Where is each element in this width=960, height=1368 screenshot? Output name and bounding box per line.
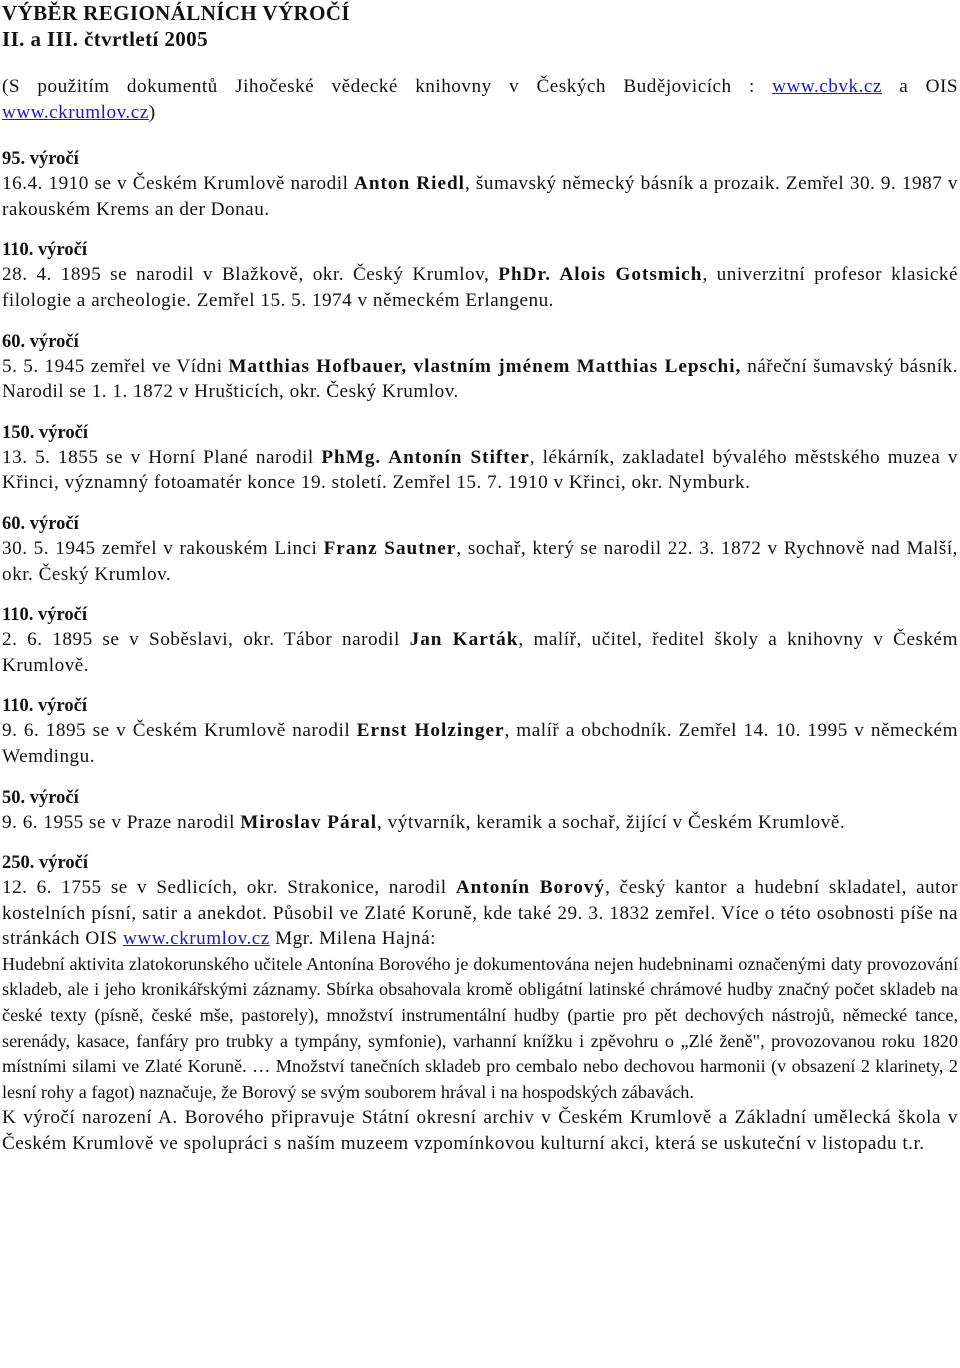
anniversary-entry: [2, 603, 958, 678]
entry-text: 12. 6. 1755 se v Sedlicích, okr. Strakonice, narodil Antonín Borový, český kantor a hudební skladatel, autor kostelních písní, satir a anekdot. Působil ve Zlaté Koruně, kde také 29. 3. 1832 zemřel. Více o této osobnosti píše na stránkách OIS www.ckrumlov.cz Mgr. Milena Hajná:: [2, 877, 958, 950]
entry-heading: 250. výročí: [2, 853, 88, 874]
person-name: Ernst Holzinger: [356, 720, 505, 742]
entry-heading: 150. výročí: [2, 422, 88, 443]
person-name: PhDr. Alois Gotsmich: [498, 264, 703, 286]
anniversary-entry: [2, 238, 958, 313]
entry-heading: 110. výročí: [2, 605, 87, 626]
ckrumlov-link[interactable]: www.ckrumlov.cz: [2, 101, 149, 123]
ckrumlov-link-2[interactable]: www.ckrumlov.cz: [123, 928, 270, 950]
entry-heading: 60. výročí: [2, 331, 79, 352]
entry-text: 13. 5. 1855 se v Horní Plané narodil PhMg. Antonín Stifter, lékárník, zakladatel bývalého městského muzea v Křinci, významný fotoamatér konce 19. století. Zemřel 15. 7. 1910 v Křinci, okr. Nymburk.: [2, 446, 958, 494]
cbvk-link[interactable]: www.cbvk.cz: [772, 76, 882, 97]
entry-heading: 60. výročí: [2, 513, 79, 534]
entry-text: 16.4. 1910 se v Českém Krumlově narodil Anton Riedl, šumavský německý básník a prozaik. Zemřel 30. 9. 1987 v rakouském Krems an der Donau.: [2, 173, 958, 220]
source-note: (S použitím dokumentů Jihočeské vědecké knihovny v Českých Budějovicích : www.cbvk.cz a OIS www.ckrumlov.cz): [2, 76, 958, 123]
entry-text: 9. 6. 1895 se v Českém Krumlově narodil Ernst Holzinger, malíř a obchodník. Zemřel 14. 10. 1995 v německém Wemdingu.: [2, 720, 958, 767]
title-line-2: II. a III. čtvrtletí 2005: [2, 27, 208, 51]
entry-heading: 110. výročí: [2, 240, 87, 261]
anniversary-entry: [2, 330, 958, 405]
entry-text: 9. 6. 1955 se v Praze narodil Miroslav Páral, výtvarník, keramik a sochař, žijící v Českém Krumlově.: [2, 811, 846, 833]
quoted-text: Hudební aktivita zlatokorunského učitele Antonína Borového je dokumentována nejen hudebninami označenými daty provozování skladeb, ale i jeho kronikářskými záznamy. Sbírka obsahovala kromě obligátní latinské chrámové hudby značný počet skladeb na české texty (písně, české mše, pastorely), množství instrumentální hudby (partie pro pět dechových nástrojů, německé tance, serenády, kasace, fanfáry pro trubky a tympány, symfonie), varhanní knížku i zpěvohru o „Zlé ženě", provozovanou roku 1820 místními silami ve Zlaté Koruně. … Množství tanečních skladeb pro cembalo nebo dechovou harmonii (v obsazení 2 klarinety, 2 lesní rohy a fagot) naznačuje, že Borový se svým souborem hrával i na hospodských zábavách.: [2, 953, 958, 1102]
person-name: Anton Riedl: [354, 173, 465, 195]
entry-heading: 110. výročí: [2, 696, 87, 717]
entry-text: 5. 5. 1945 zemřel ve Vídni Matthias Hofbauer, vlastním jménem Matthias Lepschi, nářeční šumavský básník. Narodil se 1. 1. 1872 v Hrušticích, okr. Český Krumlov.: [2, 355, 958, 403]
title-line-1: VÝBĚR REGIONÁLNÍCH VÝROČÍ: [2, 1, 350, 25]
document-page: [2, 0, 958, 1157]
entry-heading: 50. výročí: [2, 787, 79, 808]
closing-paragraph: K výročí narození A. Borového připravuje Státní okresní archiv v Českém Krumlově a Základní umělecká škola v Českém Krumlově ve spolupráci s naším muzeem vzpomínkovou kulturní akci, která se uskuteční v listopadu t.r.: [2, 1107, 958, 1155]
anniversary-entry: [2, 786, 958, 836]
anniversary-entry: [2, 147, 958, 222]
person-name: Matthias Hofbauer, vlastním jménem Matthias Lepschi,: [228, 355, 742, 377]
person-name: PhMg. Antonín Stifter: [321, 446, 530, 468]
entry-text: 28. 4. 1895 se narodil v Blažkově, okr. Český Krumlov, PhDr. Alois Gotsmich, univerzitní profesor klasické filologie a archeologie. Zemřel 15. 5. 1974 v německém Erlangenu.: [2, 264, 958, 311]
entry-heading: 95. výročí: [2, 149, 79, 170]
person-name: Miroslav Páral: [240, 811, 378, 833]
person-name: Antonín Borový: [455, 877, 606, 899]
person-name: Franz Sautner: [323, 537, 457, 559]
document-title: [2, 0, 958, 52]
anniversary-entry-borovy: [2, 851, 958, 1157]
entry-text: 2. 6. 1895 se v Soběslavi, okr. Tábor narodil Jan Karták, malíř, učitel, ředitel školy a knihovny v Českém Krumlově.: [2, 629, 958, 676]
person-name: Jan Karták: [409, 629, 519, 651]
entry-text: 30. 5. 1945 zemřel v rakouském Linci Franz Sautner, sochař, který se narodil 22. 3. 1872 v Rychnově nad Malší, okr. Český Krumlov.: [2, 537, 958, 585]
anniversary-entry: [2, 694, 958, 769]
anniversary-entry: [2, 512, 958, 587]
anniversary-entry: [2, 421, 958, 496]
